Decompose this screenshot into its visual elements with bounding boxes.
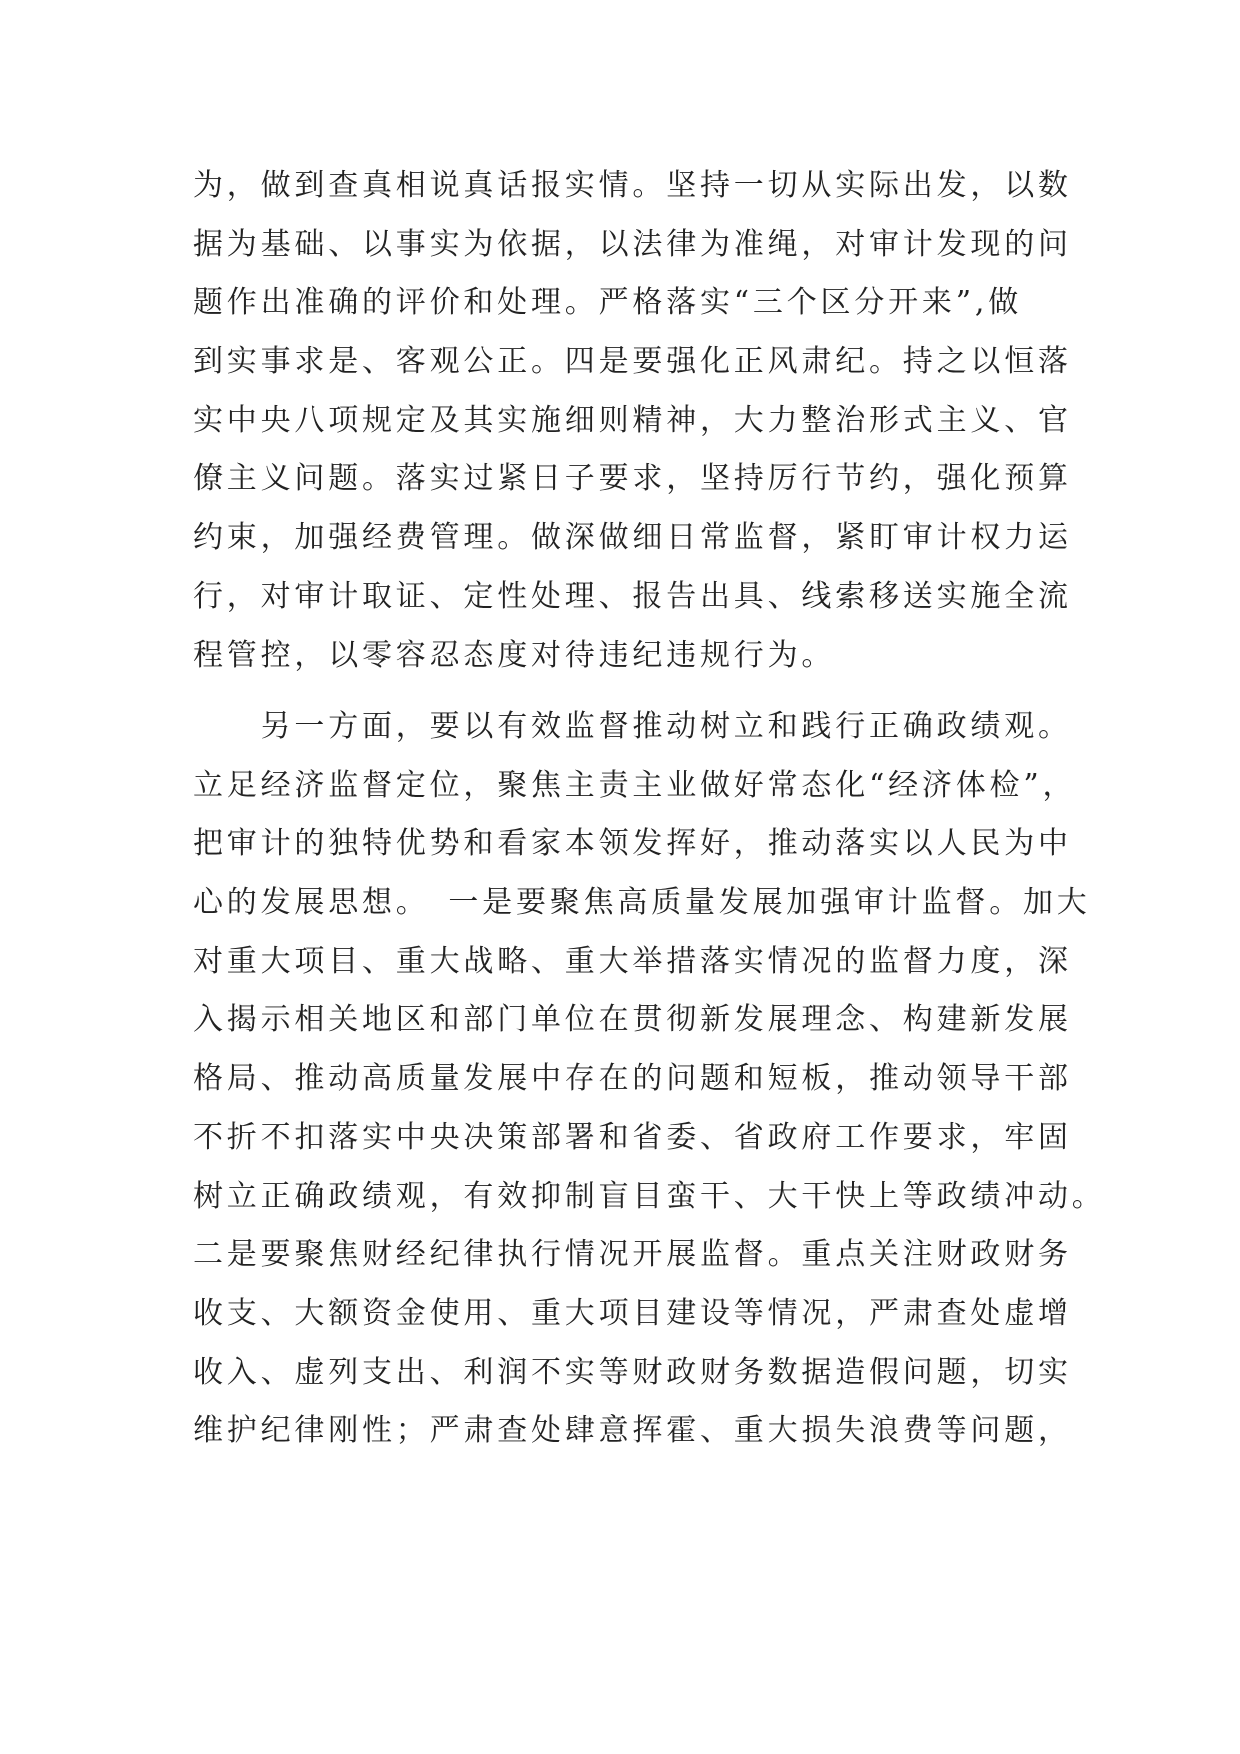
text-line: 僚主义问题。落实过紧日子要求，坚持厉行节约，强化预算 <box>193 461 1072 497</box>
text-line: 据为基础、以事实为依据，以法律为准绳，对审计发现的问 <box>193 226 1072 262</box>
text-line: 实中央八项规定及其实施细则精神，大力整治形式主义、官 <box>193 402 1072 438</box>
text-line: 到实事求是、客观公正。四是要强化正风肃纪。持之以恒落 <box>193 344 1072 380</box>
text-line: 树立正确政绩观，有效抑制盲目蛮干、大干快上等政绩冲动。 <box>193 1178 1106 1214</box>
text-line: 立足经济监督定位，聚焦主责主业做好常态化“经济体检”， <box>193 767 1077 803</box>
text-line: 格局、推动高质量发展中存在的问题和短板，推动领导干部 <box>193 1061 1072 1097</box>
text-line: 把审计的独特优势和看家本领发挥好，推动落实以人民为中 <box>193 826 1072 862</box>
text-line: 入揭示相关地区和部门单位在贯彻新发展理念、构建新发展 <box>193 1002 1072 1038</box>
text-line: 题作出准确的评价和处理。严格落实“三个区分开来”,做 <box>193 285 1023 321</box>
text-line: 约束，加强经费管理。做深做细日常监督，紧盯审计权力运 <box>193 520 1072 556</box>
text-line: 收入、虚列支出、利润不实等财政财务数据造假问题，切实 <box>193 1354 1072 1390</box>
paragraph-supervision <box>193 698 1106 1461</box>
text-line: 不折不扣落实中央决策部署和省委、省政府工作要求，牢固 <box>193 1119 1072 1155</box>
paragraph-continued <box>193 157 1072 685</box>
text-line: 行，对审计取证、定性处理、报告出具、线索移送实施全流 <box>193 578 1072 614</box>
text-line: 心的发展思想。 一是要聚焦高质量发展加强审计监督。加大 <box>193 885 1091 921</box>
text-line: 程管控，以零容忍态度对待违纪违规行为。 <box>193 637 836 673</box>
text-line: 为，做到查真相说真话报实情。坚持一切从实际出发，以数 <box>193 168 1072 203</box>
text-line: 维护纪律刚性；严肃查处肆意挥霍、重大损失浪费等问题， <box>193 1413 1072 1449</box>
text-line: 二是要聚焦财经纪律执行情况开展监督。重点关注财政财务 <box>193 1237 1072 1273</box>
text-line: 对重大项目、重大战略、重大举措落实情况的监督力度，深 <box>193 943 1072 979</box>
text-line: 另一方面，要以有效监督推动树立和践行正确政绩观。 <box>193 709 1072 744</box>
text-line: 收支、大额资金使用、重大项目建设等情况，严肃查处虚增 <box>193 1295 1072 1331</box>
